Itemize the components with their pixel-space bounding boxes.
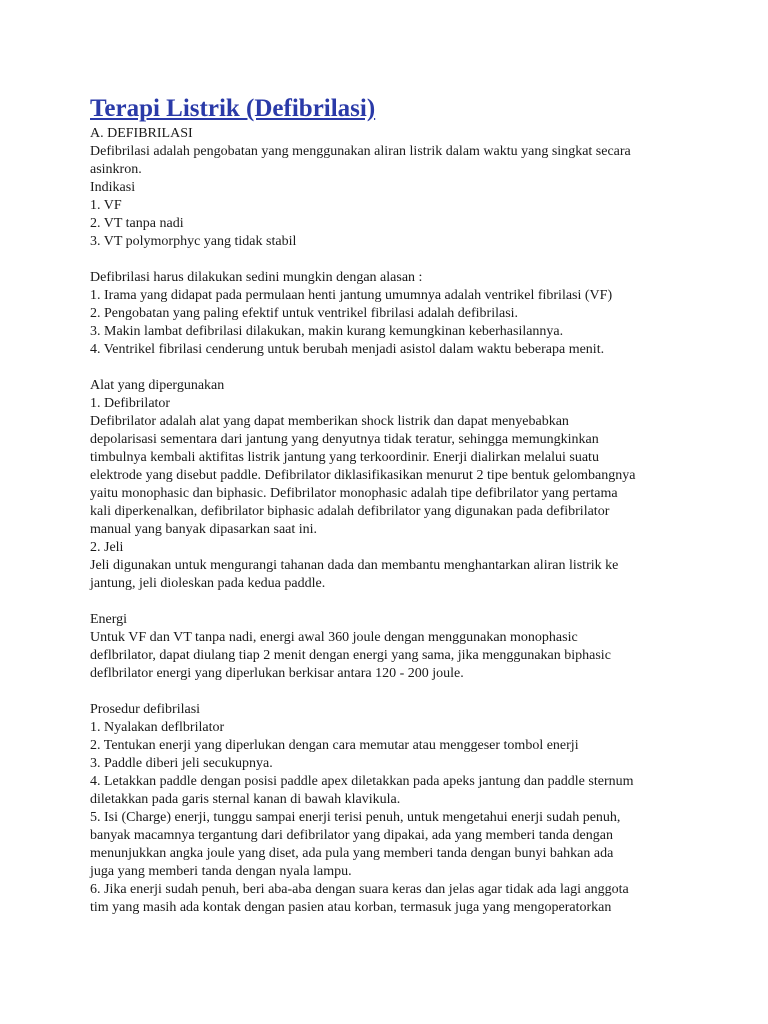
- text-line: A. DEFIBRILASI: [90, 126, 193, 141]
- text-line: jantung, jeli dioleskan pada kedua paddle.: [90, 576, 326, 591]
- text-line: 2. Jeli: [90, 540, 124, 555]
- text-line: 3. Paddle diberi jeli secukupnya.: [90, 756, 273, 771]
- text-line: kali diperkenalkan, defibrilator biphasic adalah defibrilator yang digunakan pada defibrilator: [90, 504, 610, 519]
- text-line: 5. Isi (Charge) enerji, tunggu sampai enerji terisi penuh, untuk mengetahui enerji sudah penuh,: [90, 810, 621, 825]
- text-line: menunjukkan angka joule yang diset, ada pula yang memberi tanda dengan bunyi bahkan ada: [90, 846, 614, 861]
- text-line: 4. Letakkan paddle dengan posisi paddle apex diletakkan pada apeks jantung dan paddle sternum: [90, 774, 634, 789]
- document-title-link[interactable]: Terapi Listrik (Defibrilasi): [90, 95, 376, 122]
- text-line: asinkron.: [90, 162, 142, 177]
- text-line: 1. Defibrilator: [90, 396, 171, 411]
- text-line: diletakkan pada garis sternal kanan di bawah klavikula.: [90, 792, 401, 807]
- text-line: 1. Irama yang didapat pada permulaan henti jantung umumnya adalah ventrikel fibrilasi (VF): [90, 288, 613, 303]
- text-line: banyak macamnya tergantung dari defibrilator yang dipakai, ada yang memberi tanda dengan: [90, 828, 613, 843]
- text-line: deflbrilator energi yang diperlukan berkisar antara 120 - 200 joule.: [90, 666, 464, 681]
- blank-line: [90, 359, 690, 377]
- text-line: 1. Nyalakan deflbrilator: [90, 720, 225, 735]
- text-line: Energi: [90, 612, 128, 627]
- text-line: 2. Tentukan enerji yang diperlukan dengan cara memutar atau menggeser tombol enerji: [90, 738, 579, 753]
- text-line: 3. Makin lambat defibrilasi dilakukan, makin kurang kemungkinan keberhasilannya.: [90, 324, 564, 339]
- text-line: 1. VF: [90, 198, 122, 213]
- text-line: Alat yang dipergunakan: [90, 378, 225, 393]
- blank-line: [90, 593, 690, 611]
- text-line: depolarisasi sementara dari jantung yang denyutnya tidak teratur, sehingga memungkinkan: [90, 432, 599, 447]
- blank-line: [90, 251, 690, 269]
- text-line: Defibrilasi adalah pengobatan yang menggunakan aliran listrik dalam waktu yang singkat secara: [90, 144, 631, 159]
- document-body: [90, 125, 690, 917]
- text-line: Prosedur defibrilasi: [90, 702, 201, 717]
- text-line: deflbrilator, dapat diulang tiap 2 menit dengan energi yang sama, jika menggunakan biphasic: [90, 648, 611, 663]
- text-line: manual yang banyak dipasarkan saat ini.: [90, 522, 318, 537]
- text-line: Defibrilator adalah alat yang dapat memberikan shock listrik dan dapat menyebabkan: [90, 414, 569, 429]
- text-line: yaitu monophasic dan biphasic. Defibrilator monophasic adalah tipe defibrilator yang pertama: [90, 486, 618, 501]
- text-line: 4. Ventrikel fibrilasi cenderung untuk berubah menjadi asistol dalam waktu beberapa menit.: [90, 342, 605, 357]
- text-line: 6. Jika enerji sudah penuh, beri aba-aba dengan suara keras dan jelas agar tidak ada lagi anggota: [90, 882, 629, 897]
- blank-line: [90, 683, 690, 701]
- text-line: Indikasi: [90, 180, 136, 195]
- document-page: [90, 93, 690, 917]
- text-line: 2. VT tanpa nadi: [90, 216, 184, 231]
- text-line: 3. VT polymorphyc yang tidak stabil: [90, 234, 297, 249]
- text-line: 2. Pengobatan yang paling efektif untuk ventrikel fibrilasi adalah defibrilasi.: [90, 306, 519, 321]
- text-line: Defibrilasi harus dilakukan sedini mungkin dengan alasan :: [90, 270, 423, 285]
- text-line: juga yang memberi tanda dengan nyala lampu.: [90, 864, 352, 879]
- text-line: tim yang masih ada kontak dengan pasien atau korban, termasuk juga yang mengoperatorkan: [90, 900, 612, 915]
- text-line: timbulnya kembali aktifitas listrik jantung yang terkoordinir. Enerji dialirkan melalui suatu: [90, 450, 599, 465]
- text-line: Untuk VF dan VT tanpa nadi, energi awal 360 joule dengan menggunakan monophasic: [90, 630, 578, 645]
- text-line: Jeli digunakan untuk mengurangi tahanan dada dan membantu menghantarkan aliran listrik ke: [90, 558, 619, 573]
- text-line: elektrode yang disebut paddle. Defibrilator diklasifikasikan menurut 2 tipe bentuk gelombangnya: [90, 468, 636, 483]
